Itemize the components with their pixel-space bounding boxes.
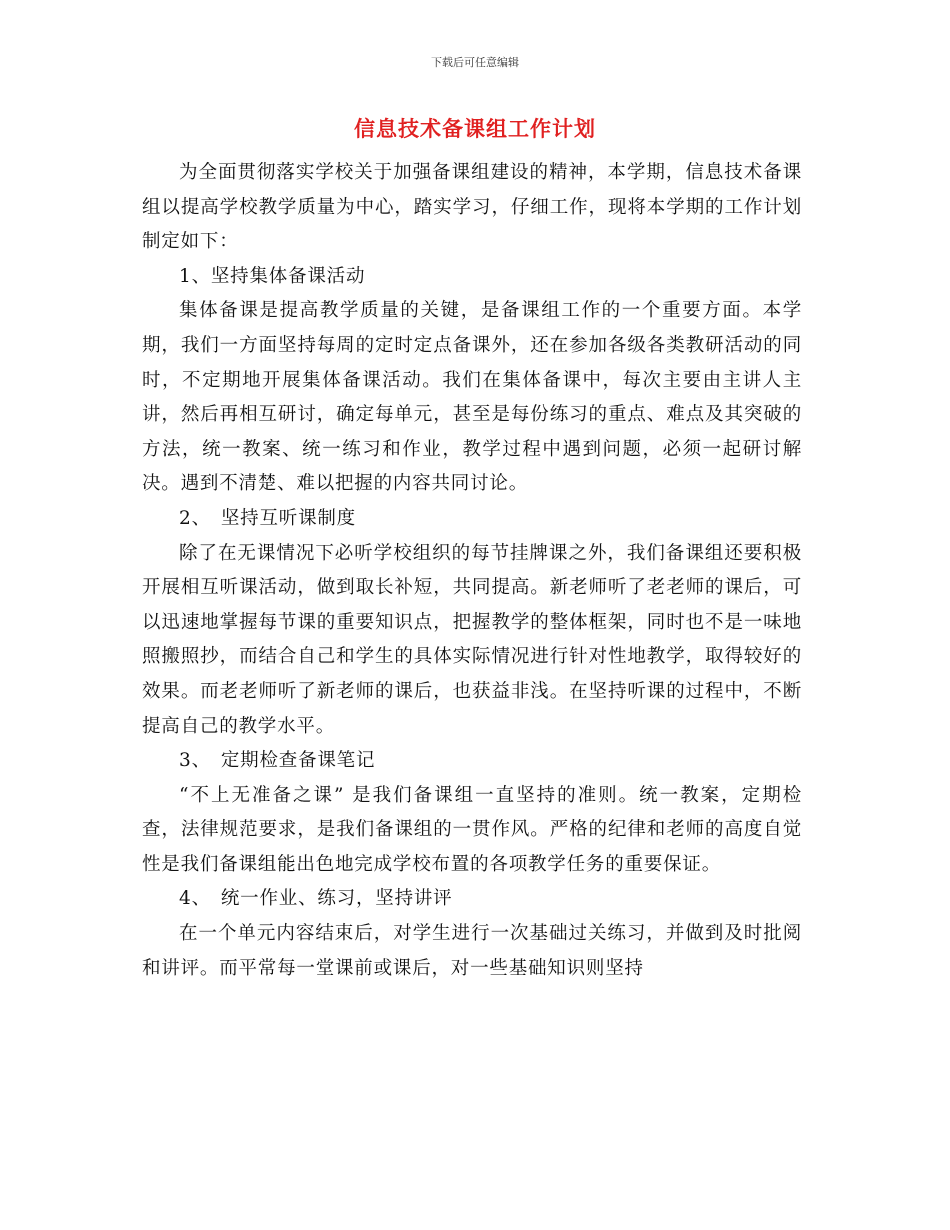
section-body-2: 除了在无课情况下必听学校组织的每节挂牌课之外，我们备课组还要积极开展相互听课活动，做到取长补短，共同提高。新老师听了老老师的课后，可以迅速地掌握每节课的重要知识点，把握教学的整体框架，同时也不是一味地照搬照抄，而结合自己和学生的具体实际情况进行针对性地教学，取得较好的效果。而老老师听了新老师的课后，也获益非浅。在坚持听课的过程中，不断提高自己的教学水平。 [142, 542, 802, 737]
section-heading-2 [142, 502, 802, 537]
section-title: 坚持互听课制度 [220, 507, 356, 529]
section-heading-3 [142, 744, 802, 779]
section-body-3: “不上无准备之课” 是我们备课组一直坚持的准则。统一教案，定期检查，法律规范要求，是我们备课组的一贯作风。严格的纪律和老师的高度自觉性是我们备课组能出色地完成学校布置的各项教学任务的重要保证。 [142, 784, 802, 875]
section-number: 4、 [179, 888, 211, 910]
intro-paragraph: 为全面贯彻落实学校关于加强备课组建设的精神，本学期，信息技术备课组以提高学校教学质量为中心，踏实学习，仔细工作，现将本学期的工作计划制定如下： [142, 162, 802, 253]
section-heading-4 [142, 882, 802, 917]
header-note: 下载后可任意编辑 [431, 56, 519, 69]
section-number: 2、 [179, 507, 211, 529]
section-number: 3、 [179, 750, 211, 772]
document-body [142, 156, 802, 986]
section-title: 定期检查备课笔记 [220, 750, 376, 772]
section-heading-1 [142, 260, 802, 295]
document-title: 信息技术备课组工作计划 [354, 117, 596, 141]
section-number: 1、 [179, 265, 211, 287]
section-title: 坚持集体备课活动 [210, 265, 366, 287]
section-body-1: 集体备课是提高教学质量的关键，是备课组工作的一个重要方面。本学期，我们一方面坚持每周的定时定点备课外，还在参加各级各类教研活动的同时，不定期地开展集体备课活动。我们在集体备课中，每次主要由主讲人主讲，然后再相互研讨，确定每单元，甚至是每份练习的重点、难点及其突破的方法，统一教案、统一练习和作业，教学过程中遇到问题，必须一起研讨解决。遇到不清楚、难以把握的内容共同讨论。 [142, 300, 802, 495]
section-body-4: 在一个单元内容结束后，对学生进行一次基础过关练习，并做到及时批阅和讲评。而平常每一堂课前或课后，对一些基础知识则坚持 [142, 923, 802, 979]
section-title: 统一作业、练习，坚持讲评 [220, 888, 453, 910]
